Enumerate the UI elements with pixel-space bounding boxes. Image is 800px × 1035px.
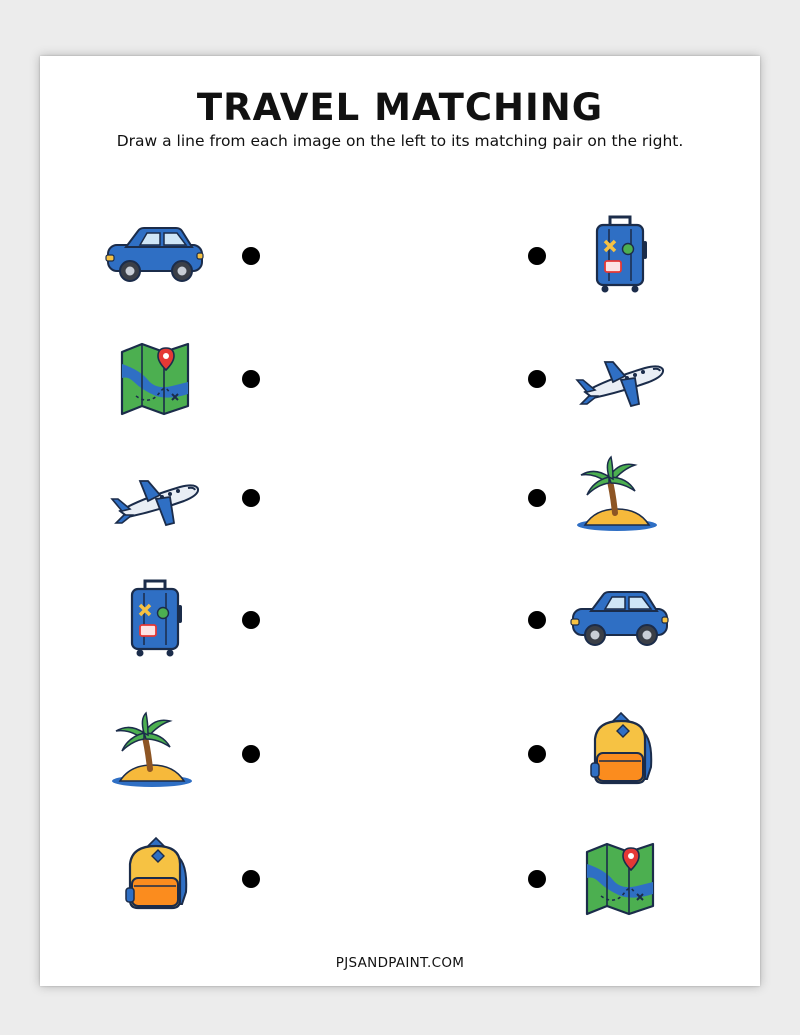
suitcase-icon bbox=[100, 575, 210, 665]
airplane-icon bbox=[100, 453, 210, 543]
right-match-dot-6[interactable] bbox=[528, 870, 546, 888]
left-match-dot-4[interactable] bbox=[242, 611, 260, 629]
left-match-dot-2[interactable] bbox=[242, 370, 260, 388]
airplane-icon bbox=[565, 334, 675, 424]
left-match-dot-3[interactable] bbox=[242, 489, 260, 507]
right-match-dot-3[interactable] bbox=[528, 489, 546, 507]
right-match-dot-1[interactable] bbox=[528, 247, 546, 265]
instructions-text: Draw a line from each image on the left to its matching pair on the right. bbox=[116, 132, 684, 150]
right-match-dot-5[interactable] bbox=[528, 745, 546, 763]
backpack-icon bbox=[100, 834, 210, 924]
left-match-dot-6[interactable] bbox=[242, 870, 260, 888]
car-icon bbox=[565, 575, 675, 665]
palm-island-icon bbox=[100, 709, 210, 799]
suitcase-icon bbox=[565, 211, 675, 301]
palm-island-icon bbox=[565, 453, 675, 543]
page-title: TRAVEL MATCHING bbox=[196, 86, 604, 129]
map-icon bbox=[565, 834, 675, 924]
car-icon bbox=[100, 211, 210, 301]
backpack-icon bbox=[565, 709, 675, 799]
right-match-dot-2[interactable] bbox=[528, 370, 546, 388]
footer-website: PJSANDPAINT.COM bbox=[335, 955, 465, 971]
left-match-dot-1[interactable] bbox=[242, 247, 260, 265]
right-match-dot-4[interactable] bbox=[528, 611, 546, 629]
left-match-dot-5[interactable] bbox=[242, 745, 260, 763]
map-icon bbox=[100, 334, 210, 424]
worksheet-page bbox=[40, 56, 760, 986]
